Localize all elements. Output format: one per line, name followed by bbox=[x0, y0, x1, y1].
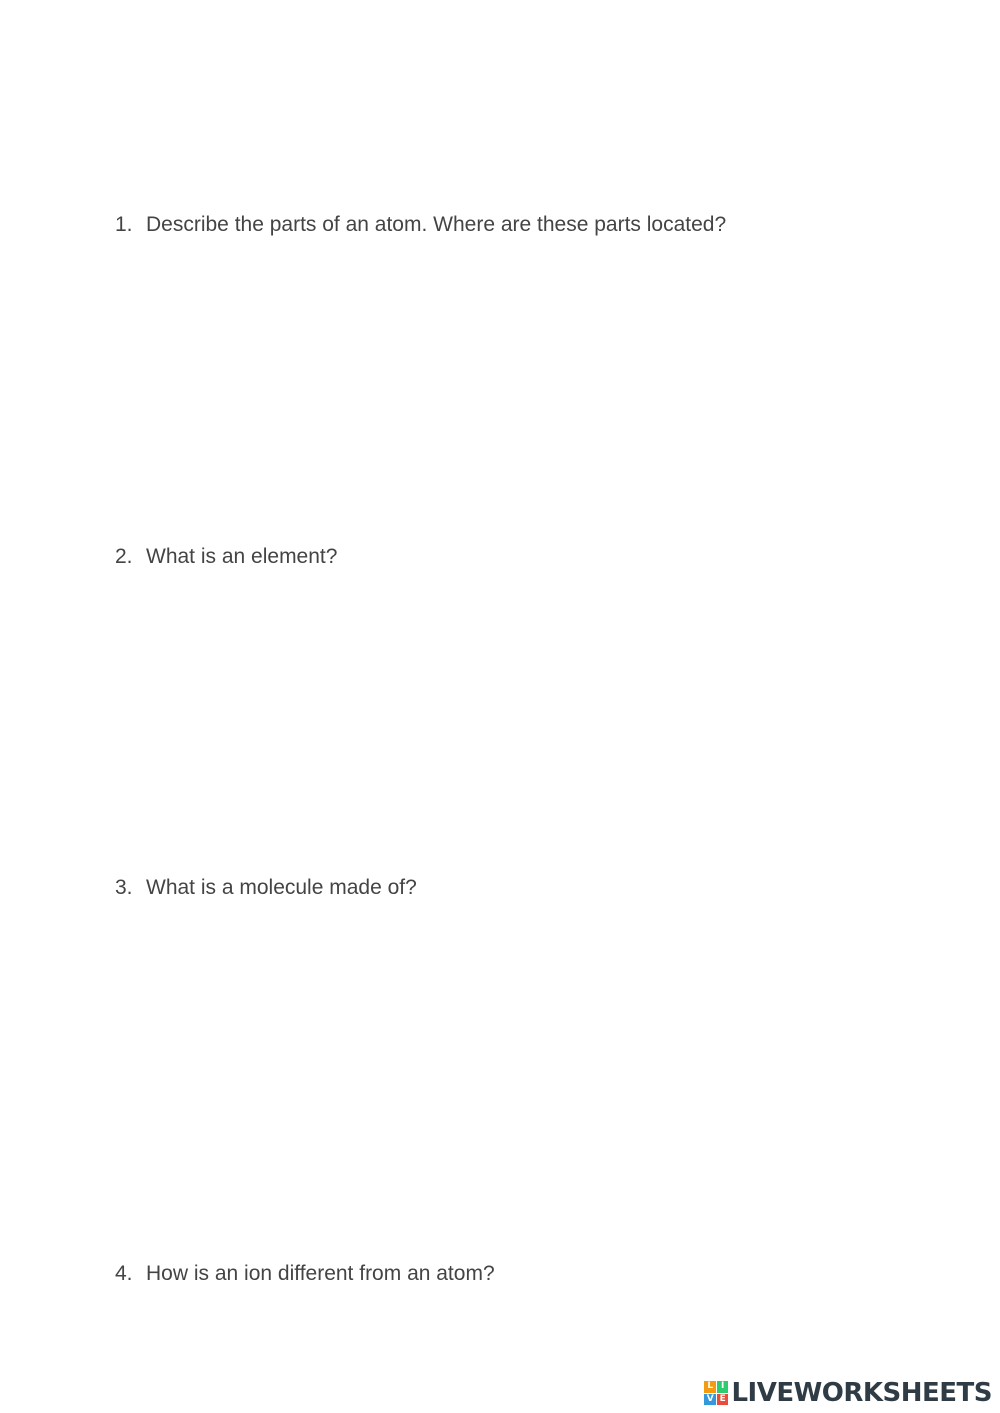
answer-area-3[interactable] bbox=[146, 913, 906, 1233]
logo-mark-letter-l: L bbox=[704, 1381, 716, 1393]
question-2 bbox=[115, 544, 337, 570]
question-1-text: Describe the parts of an atom. Where are these parts located? bbox=[146, 213, 727, 236]
logo-mark-letter-e: E bbox=[717, 1394, 729, 1406]
answer-area-1[interactable] bbox=[146, 250, 906, 520]
answer-area-4[interactable] bbox=[146, 1299, 906, 1369]
answer-area-2[interactable] bbox=[146, 582, 906, 852]
question-2-number: 2. bbox=[115, 545, 133, 568]
question-3-text: What is a molecule made of? bbox=[146, 876, 417, 899]
question-4-number: 4. bbox=[115, 1262, 133, 1285]
question-4-text: How is an ion different from an atom? bbox=[146, 1262, 495, 1285]
logo-text: LIVEWORKSHEETS bbox=[731, 1378, 992, 1408]
question-1-number: 1. bbox=[115, 213, 133, 236]
logo-mark-icon bbox=[704, 1381, 728, 1405]
question-4 bbox=[115, 1261, 495, 1287]
question-1 bbox=[115, 212, 726, 238]
liveworksheets-logo bbox=[704, 1379, 992, 1407]
logo-mark-letter-v: V bbox=[704, 1394, 716, 1406]
question-2-text: What is an element? bbox=[146, 545, 338, 568]
logo-mark-letter-i: I bbox=[717, 1381, 729, 1393]
question-3 bbox=[115, 875, 417, 901]
question-3-number: 3. bbox=[115, 876, 133, 899]
